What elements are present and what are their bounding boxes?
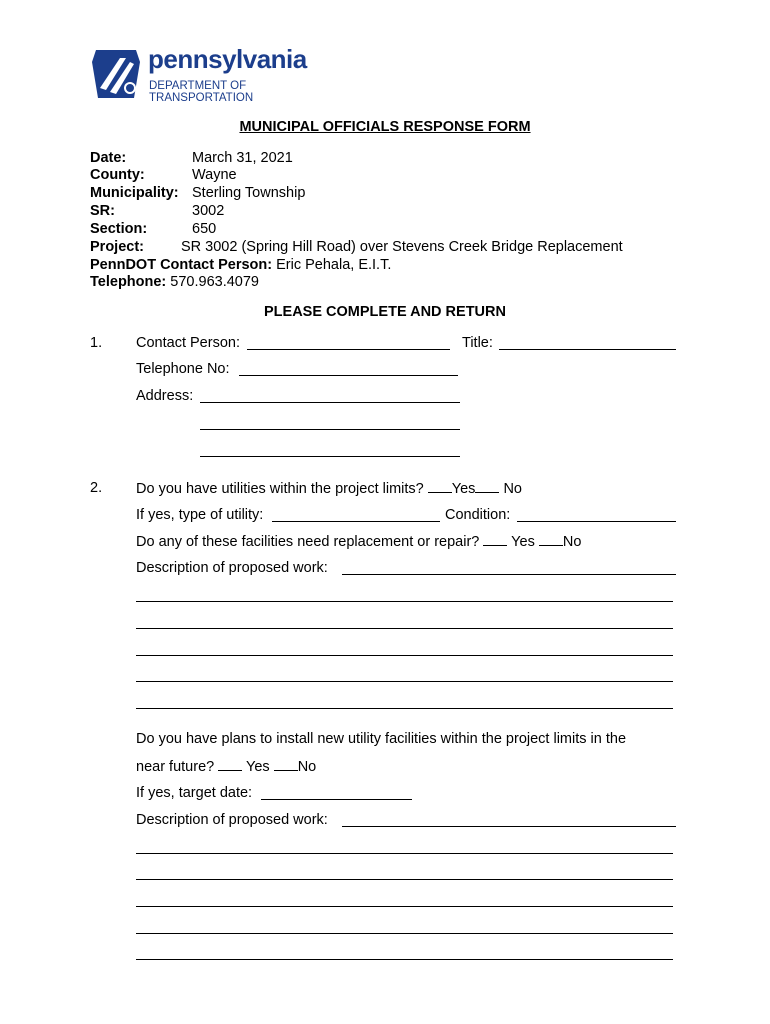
condition-field[interactable]: [517, 521, 676, 522]
municipality-value: Sterling Township: [192, 185, 306, 201]
contact-value: Eric Pehala, E.I.T.: [276, 257, 392, 273]
description-field-line6[interactable]: [136, 708, 673, 709]
description2-field-line5[interactable]: [136, 933, 673, 934]
sr-value: 3002: [192, 203, 225, 219]
utilities-yes-blank[interactable]: [428, 480, 452, 493]
description-field-line4[interactable]: [136, 655, 673, 656]
title-field[interactable]: [499, 349, 676, 350]
description2-label: Description of proposed work:: [136, 812, 328, 828]
description2-field-line1[interactable]: [342, 826, 676, 827]
replacement-yes-blank[interactable]: [483, 533, 507, 546]
keystone-logo-icon: [90, 48, 142, 100]
description-field-line5[interactable]: [136, 681, 673, 682]
project-value: SR 3002 (Spring Hill Road) over Stevens Creek Bridge Replacement: [181, 239, 623, 255]
date-value: March 31, 2021: [192, 150, 293, 166]
description-field-line3[interactable]: [136, 628, 673, 629]
utilities-question: Do you have utilities within the project limits?: [136, 481, 424, 497]
contact-label: PennDOT Contact Person:: [90, 257, 273, 273]
description2-field-line6[interactable]: [136, 959, 673, 960]
plans-yes-blank[interactable]: [218, 758, 242, 771]
plans-question-line2: near future?: [136, 759, 215, 775]
telephone-no-field[interactable]: [239, 375, 458, 376]
target-date-label: If yes, target date:: [136, 785, 253, 801]
description-label: Description of proposed work:: [136, 560, 328, 576]
title-label: Title:: [462, 335, 493, 351]
replacement-yes-label: Yes: [511, 534, 535, 550]
utility-type-field[interactable]: [272, 521, 440, 522]
utilities-question-row: [136, 480, 522, 497]
replacement-no-blank[interactable]: [539, 533, 563, 546]
condition-label: Condition:: [445, 507, 511, 523]
utilities-yes-label: Yes: [451, 481, 476, 497]
instruction-heading: PLEASE COMPLETE AND RETURN: [264, 304, 506, 320]
description-field-line2[interactable]: [136, 601, 673, 602]
municipality-label: Municipality:: [90, 185, 179, 201]
telephone-label: Telephone:: [90, 274, 167, 290]
address-label: Address:: [136, 388, 194, 404]
address-field-line3[interactable]: [200, 456, 460, 457]
description-field-line1[interactable]: [342, 574, 676, 575]
replacement-no-label: No: [562, 534, 582, 550]
contact-person-label: Contact Person:: [136, 335, 240, 351]
replacement-question-row: [136, 533, 581, 550]
replacement-question: Do any of these facilities need replacement or repair?: [136, 534, 480, 550]
sr-label: SR:: [90, 203, 115, 219]
date-label: Date:: [90, 150, 127, 166]
section2-number: 2.: [90, 480, 103, 496]
contact-person-field[interactable]: [247, 349, 450, 350]
section1-number: 1.: [90, 335, 103, 351]
address-field-line2[interactable]: [200, 429, 460, 430]
description2-field-line4[interactable]: [136, 906, 673, 907]
plans-question-row: [136, 758, 316, 775]
address-field-line1[interactable]: [200, 402, 460, 403]
penndot-contact: [90, 257, 391, 273]
plans-no-blank[interactable]: [274, 758, 298, 771]
logo-department: DEPARTMENT OF TRANSPORTATION: [149, 80, 254, 104]
county-value: Wayne: [192, 167, 237, 183]
project-label: Project:: [90, 239, 144, 255]
utilities-no-label: No: [503, 481, 522, 497]
description2-field-line2[interactable]: [136, 853, 673, 854]
plans-no-label: No: [297, 759, 317, 775]
penndot-logo: [90, 44, 350, 104]
section-value: 650: [192, 221, 217, 237]
description2-field-line3[interactable]: [136, 879, 673, 880]
section-label: Section:: [90, 221, 148, 237]
form-title: MUNICIPAL OFFICIALS RESPONSE FORM: [239, 119, 531, 135]
telephone-no-label: Telephone No:: [136, 361, 230, 377]
utility-type-label: If yes, type of utility:: [136, 507, 264, 523]
plans-question-line1: Do you have plans to install new utility facilities within the project limits in the: [136, 731, 627, 747]
plans-yes-label: Yes: [246, 759, 270, 775]
penndot-telephone: [90, 274, 259, 290]
telephone-value: 570.963.4079: [170, 274, 259, 290]
logo-wordmark: pennsylvania: [148, 44, 307, 74]
county-label: County:: [90, 167, 145, 183]
target-date-field[interactable]: [261, 799, 412, 800]
utilities-no-blank[interactable]: [475, 480, 499, 493]
